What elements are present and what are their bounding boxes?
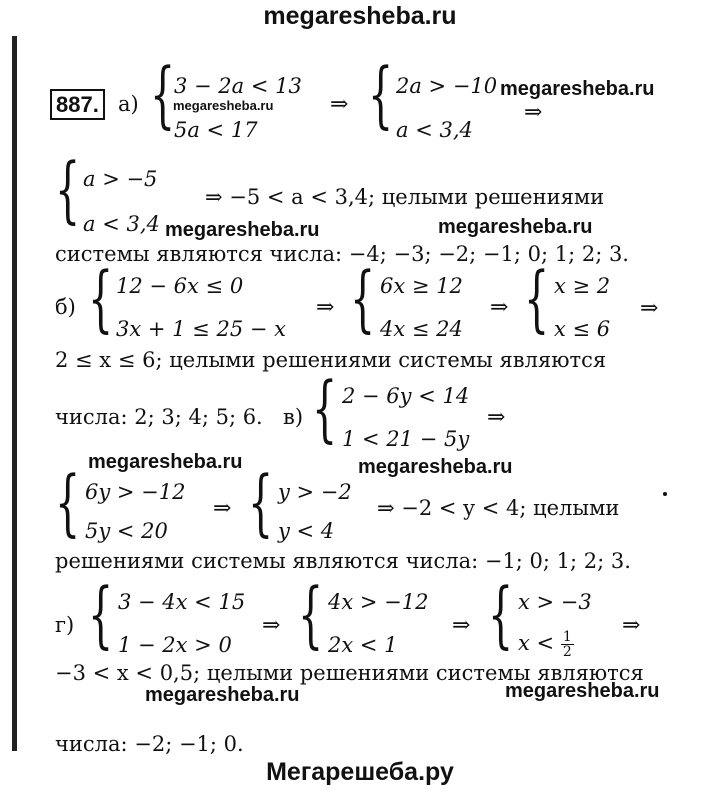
watermark-inline: megaresheba.ru — [438, 216, 593, 238]
implies-arrow: ⇒ — [640, 296, 659, 321]
inequality: y > −2 — [278, 480, 352, 504]
part-v-result: ⇒ −2 < y < 4; целыми — [377, 496, 620, 520]
implies-arrow: ⇒ — [213, 496, 232, 521]
part-g-result: −3 < x < 0,5; целыми решениями системы являются — [55, 661, 644, 685]
inequality: x < — [518, 631, 555, 655]
implies-arrow: ⇒ — [524, 100, 543, 125]
implies-arrow: ⇒ — [452, 613, 471, 638]
part-g-label: г) — [55, 613, 75, 637]
inequality: 2a > −10 — [396, 74, 498, 98]
inequality: x > −3 — [518, 590, 592, 614]
implies-arrow: ⇒ — [330, 92, 349, 117]
exercise-number: 887. — [50, 89, 105, 120]
inequality: 1 − 2x > 0 — [118, 633, 232, 657]
implies-arrow: ⇒ — [622, 613, 641, 638]
implies-arrow: ⇒ — [490, 295, 509, 320]
watermark-inline: megaresheba.ru — [88, 451, 243, 473]
inequality: 12 − 6x ≤ 0 — [116, 274, 244, 298]
brace-icon: { — [488, 572, 514, 656]
part-a-result: ⇒ −5 < a < 3,4; целыми решениями — [205, 185, 605, 209]
inequality: a < 3,4 — [396, 118, 473, 142]
part-v-label: в) — [283, 405, 304, 429]
implies-arrow: ⇒ — [316, 295, 335, 320]
inequality-with-fraction — [518, 630, 574, 659]
inequality: 4x > −12 — [328, 590, 429, 614]
part-v-answer: решениями системы являются числа: −1; 0; 1; 2; 3. — [55, 549, 631, 573]
inequality: 3x + 1 ≤ 25 − x — [116, 317, 286, 341]
scan-edge-bar — [12, 36, 17, 751]
watermark-inline: megaresheba.ru — [145, 684, 300, 706]
watermark-inline: megaresheba.ru — [500, 78, 655, 100]
inequality: 1 < 21 − 5y — [342, 427, 470, 451]
brace-icon: { — [524, 256, 550, 340]
watermark-inline: megaresheba.ru — [358, 456, 513, 478]
inequality: y < 4 — [278, 519, 335, 543]
brace-icon: { — [298, 572, 324, 656]
fraction — [561, 630, 574, 659]
inequality: 4x ≤ 24 — [380, 317, 463, 341]
part-a-label: а) — [118, 92, 139, 116]
watermark-bottom: Мегарешеба.ру — [266, 758, 454, 786]
part-b-system-3 — [524, 256, 634, 362]
inequality: 2x < 1 — [328, 633, 398, 657]
inequality: 6x ≥ 12 — [380, 274, 463, 298]
part-b-label: б) — [55, 295, 76, 319]
brace-icon: { — [312, 366, 338, 450]
implies-arrow: ⇒ — [262, 613, 281, 638]
watermark-inline: megaresheba.ru — [505, 680, 660, 702]
part-b-answer: числа: 2; 3; 4; 5; 6. — [55, 405, 263, 429]
implies-arrow: ⇒ — [487, 405, 506, 430]
brace-icon: { — [55, 147, 81, 231]
inequality: a < 3,4 — [83, 212, 160, 236]
part-b-result: 2 ≤ x ≤ 6; целыми решениями системы являются — [55, 348, 607, 372]
inequality: 3 − 4x < 15 — [118, 590, 246, 614]
fraction-numerator: 1 — [562, 629, 572, 645]
brace-icon: { — [88, 256, 114, 340]
part-a-answer: системы являются числа: −4; −3; −2; −1; 0; 1; 2; 3. — [55, 242, 629, 266]
inequality: x ≤ 6 — [554, 317, 611, 341]
inequality: 6y > −12 — [85, 480, 186, 504]
part-b-system-2 — [350, 256, 500, 362]
watermark-inline: megaresheba.ru — [165, 219, 320, 241]
inequality: 5a < 17 — [174, 118, 258, 142]
inequality: x ≥ 2 — [554, 274, 611, 298]
part-b-system-1 — [88, 256, 318, 362]
watermark-inline: megaresheba.ru — [173, 98, 274, 113]
brace-icon: { — [150, 52, 176, 136]
watermark-top: megaresheba.ru — [263, 2, 457, 30]
brace-icon: { — [350, 256, 376, 340]
inequality: 3 − 2a < 13 — [174, 74, 302, 98]
brace-icon: { — [88, 572, 114, 656]
inequality: 5y < 20 — [85, 519, 168, 543]
fraction-denominator: 2 — [562, 644, 572, 660]
inequality: a > −5 — [83, 167, 158, 191]
brace-icon: { — [368, 52, 394, 136]
brace-icon: { — [55, 460, 81, 544]
part-a-system-2 — [368, 52, 528, 158]
part-g-answer: числа: −2; −1; 0. — [55, 732, 244, 756]
scan-speck — [663, 492, 667, 496]
brace-icon: { — [248, 460, 274, 544]
inequality: 2 − 6y < 14 — [342, 384, 470, 408]
